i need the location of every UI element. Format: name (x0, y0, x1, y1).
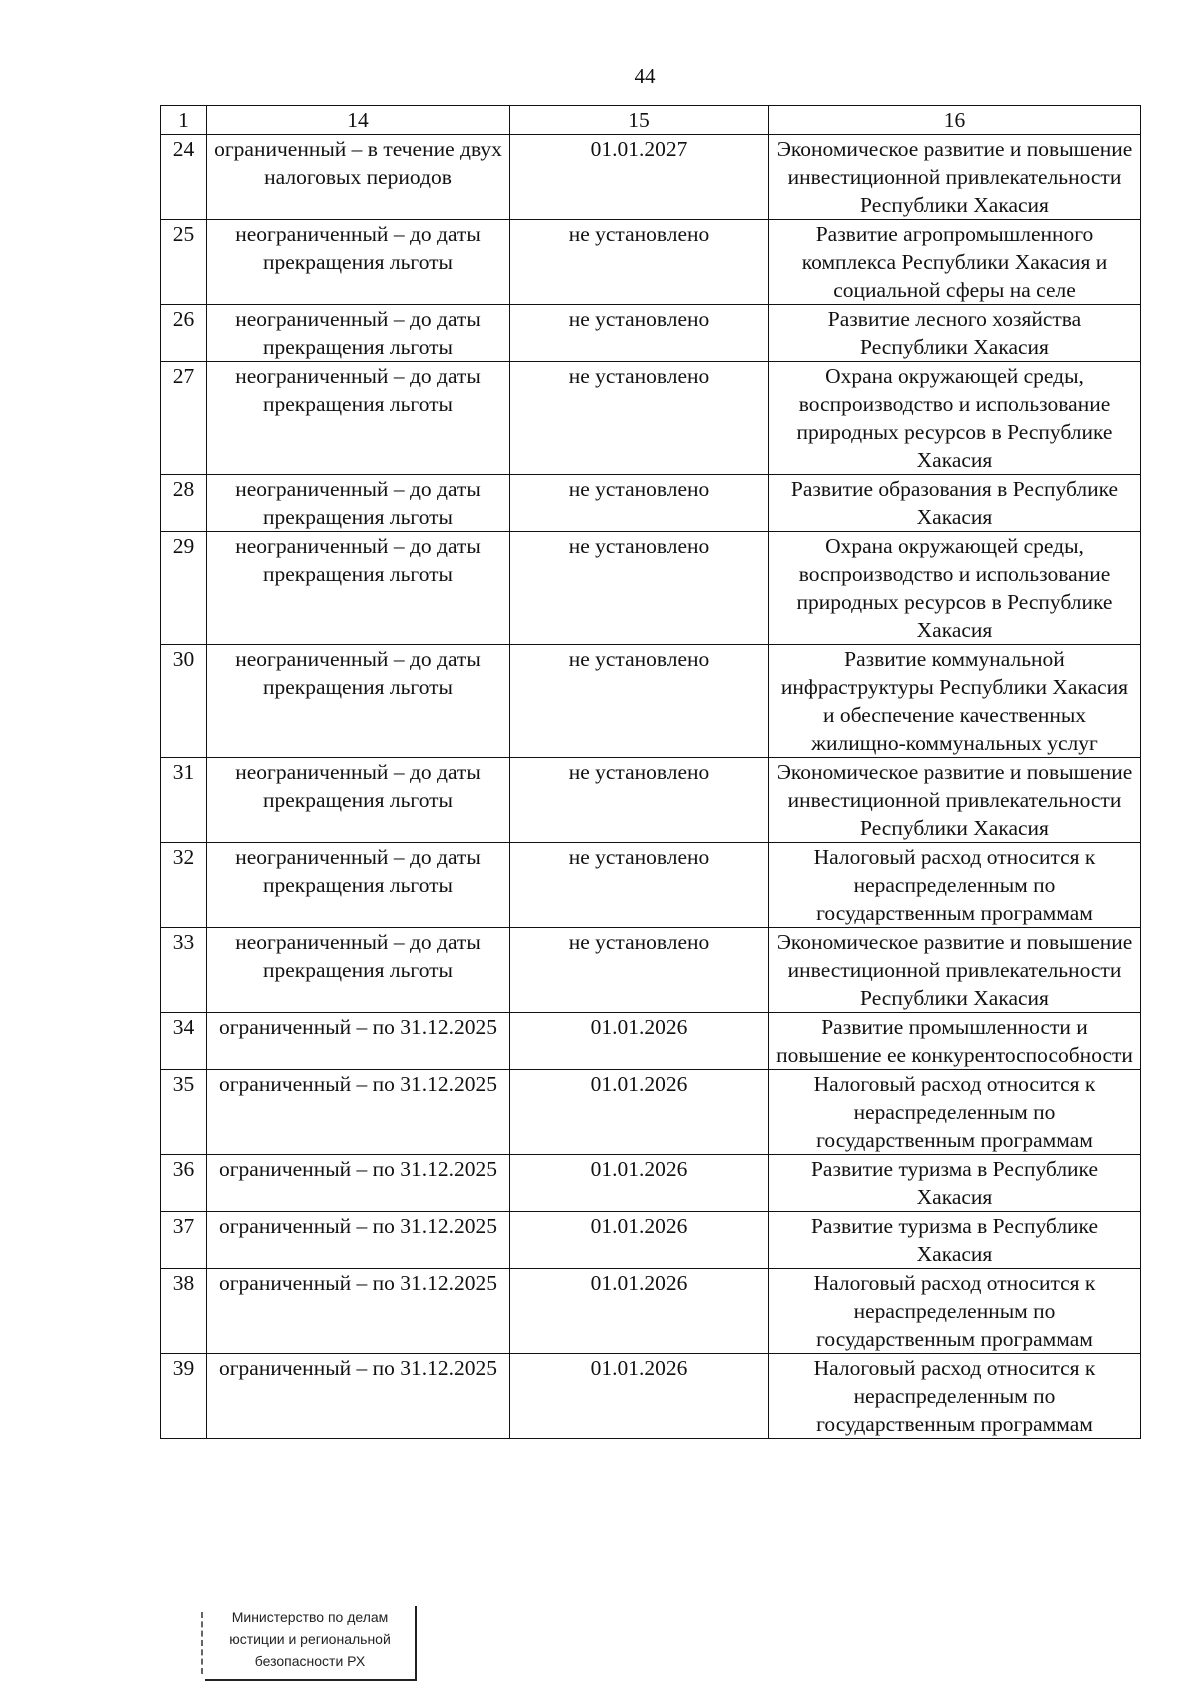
state-program: Охрана окружающей среды, воспроизводство и использование природных ресурсов в Республике Хакасия (769, 532, 1141, 645)
end-date: 01.01.2026 (510, 1155, 769, 1212)
state-program: Развитие туризма в Республике Хакасия (769, 1212, 1141, 1269)
row-number: 27 (161, 362, 207, 475)
end-date: не установлено (510, 362, 769, 475)
row-number: 26 (161, 305, 207, 362)
row-number: 39 (161, 1354, 207, 1439)
validity-term: ограниченный – по 31.12.2025 (207, 1212, 510, 1269)
row-number: 36 (161, 1155, 207, 1212)
row-number: 34 (161, 1013, 207, 1070)
header-col-14: 14 (207, 106, 510, 135)
validity-term: неограниченный – до даты прекращения льготы (207, 475, 510, 532)
table-body (161, 135, 1141, 1439)
row-number: 24 (161, 135, 207, 220)
table-row (161, 135, 1141, 220)
stamp-line-1: Министерство по делам (231, 1609, 389, 1625)
end-date: 01.01.2026 (510, 1269, 769, 1354)
table-row (161, 758, 1141, 843)
state-program: Охрана окружающей среды, воспроизводство и использование природных ресурсов в Республике Хакасия (769, 362, 1141, 475)
end-date: не установлено (510, 645, 769, 758)
end-date: 01.01.2026 (510, 1070, 769, 1155)
validity-term: неограниченный – до даты прекращения льготы (207, 645, 510, 758)
validity-term: ограниченный – по 31.12.2025 (207, 1354, 510, 1439)
validity-term: неограниченный – до даты прекращения льготы (207, 758, 510, 843)
end-date: 01.01.2026 (510, 1354, 769, 1439)
validity-term: неограниченный – до даты прекращения льготы (207, 220, 510, 305)
header-col-15: 15 (510, 106, 769, 135)
row-number: 37 (161, 1212, 207, 1269)
validity-term: неограниченный – до даты прекращения льготы (207, 843, 510, 928)
state-program: Развитие промышленности и повышение ее конкурентоспособности (769, 1013, 1141, 1070)
table-row (161, 1155, 1141, 1212)
state-program: Экономическое развитие и повышение инвестиционной привлекательности Республики Хакасия (769, 135, 1141, 220)
row-number: 31 (161, 758, 207, 843)
row-number: 32 (161, 843, 207, 928)
table-row (161, 1269, 1141, 1354)
state-program: Развитие лесного хозяйства Республики Хакасия (769, 305, 1141, 362)
table-row (161, 1354, 1141, 1439)
end-date: не установлено (510, 220, 769, 305)
state-program: Развитие туризма в Республике Хакасия (769, 1155, 1141, 1212)
table-row (161, 1212, 1141, 1269)
end-date: не установлено (510, 305, 769, 362)
end-date: не установлено (510, 532, 769, 645)
row-number: 25 (161, 220, 207, 305)
state-program: Налоговый расход относится к нераспределенным по государственным программам (769, 1354, 1141, 1439)
page-number: 44 (634, 64, 656, 88)
end-date: 01.01.2026 (510, 1013, 769, 1070)
table-header (161, 106, 1141, 135)
end-date: 01.01.2026 (510, 1212, 769, 1269)
validity-term: неограниченный – до даты прекращения льготы (207, 362, 510, 475)
state-program: Развитие образования в Республике Хакасия (769, 475, 1141, 532)
state-program: Налоговый расход относится к нераспределенным по государственным программам (769, 1269, 1141, 1354)
validity-term: ограниченный – по 31.12.2025 (207, 1013, 510, 1070)
table-row (161, 645, 1141, 758)
state-program: Развитие агропромышленного комплекса Республики Хакасия и социальной сферы на селе (769, 220, 1141, 305)
table-row (161, 220, 1141, 305)
row-number: 28 (161, 475, 207, 532)
stamp-line-3: безопасности РХ (254, 1653, 366, 1669)
stamp-edge (201, 1612, 203, 1674)
end-date: не установлено (510, 475, 769, 532)
ministry-stamp (205, 1606, 417, 1681)
validity-term: неограниченный – до даты прекращения льготы (207, 305, 510, 362)
table-row (161, 1070, 1141, 1155)
header-col-1: 1 (161, 106, 207, 135)
tax-expenditure-table (160, 105, 1141, 1439)
table-row (161, 305, 1141, 362)
stamp-line-2: юстиции и региональной (229, 1631, 391, 1647)
state-program: Налоговый расход относится к нераспределенным по государственным программам (769, 1070, 1141, 1155)
table-row (161, 843, 1141, 928)
row-number: 33 (161, 928, 207, 1013)
validity-term: неограниченный – до даты прекращения льготы (207, 928, 510, 1013)
table-row (161, 532, 1141, 645)
header-col-16: 16 (769, 106, 1141, 135)
table-row (161, 475, 1141, 532)
end-date: не установлено (510, 928, 769, 1013)
state-program: Налоговый расход относится к нераспределенным по государственным программам (769, 843, 1141, 928)
table-row (161, 1013, 1141, 1070)
validity-term: ограниченный – по 31.12.2025 (207, 1155, 510, 1212)
table-row (161, 928, 1141, 1013)
row-number: 29 (161, 532, 207, 645)
end-date: 01.01.2027 (510, 135, 769, 220)
row-number: 30 (161, 645, 207, 758)
validity-term: неограниченный – до даты прекращения льготы (207, 532, 510, 645)
row-number: 35 (161, 1070, 207, 1155)
state-program: Развитие коммунальной инфраструктуры Республики Хакасия и обеспечение качественных жилищно-коммунальных услуг (769, 645, 1141, 758)
state-program: Экономическое развитие и повышение инвестиционной привлекательности Республики Хакасия (769, 928, 1141, 1013)
validity-term: ограниченный – по 31.12.2025 (207, 1269, 510, 1354)
validity-term: ограниченный – в течение двух налоговых периодов (207, 135, 510, 220)
header-row (161, 106, 1141, 135)
table-row (161, 362, 1141, 475)
end-date: не установлено (510, 758, 769, 843)
state-program: Экономическое развитие и повышение инвестиционной привлекательности Республики Хакасия (769, 758, 1141, 843)
end-date: не установлено (510, 843, 769, 928)
validity-term: ограниченный – по 31.12.2025 (207, 1070, 510, 1155)
row-number: 38 (161, 1269, 207, 1354)
